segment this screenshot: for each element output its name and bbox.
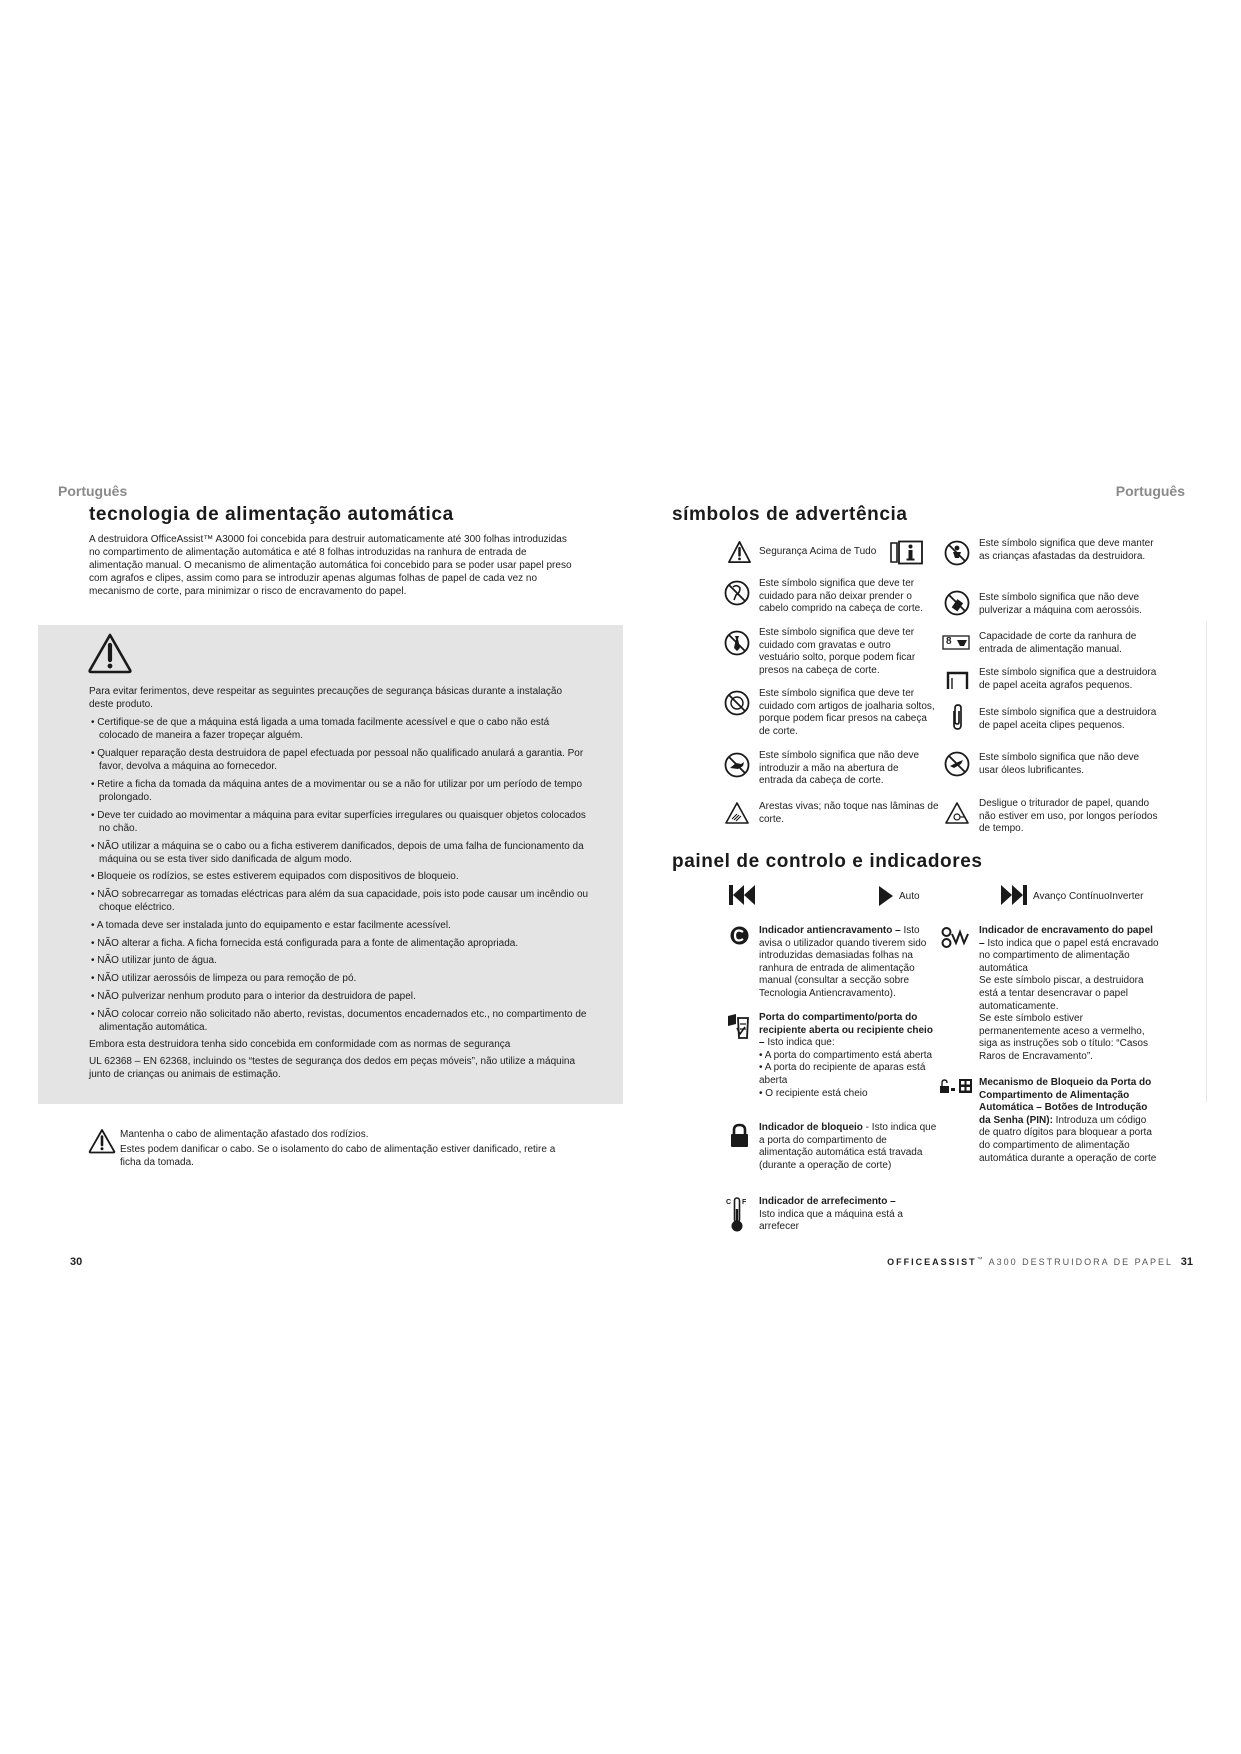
- caution-line-2: Estes podem danificar o cabo. Se o isolamento do cabo de alimentação estiver danificado, retire a ficha da tomada.: [120, 1143, 556, 1168]
- symbol-aerosol-warning: Este símbolo significa que não deve pulverizar a máquina com aerossóis.: [979, 592, 1142, 616]
- door-bin-title: Porta do compartimento/porta do recipiente aberta ou recipiente cheio –: [759, 1012, 933, 1049]
- lock-indicator: [759, 1122, 939, 1172]
- no-children-icon: [944, 540, 970, 566]
- pin-lock-icon: [939, 1078, 973, 1094]
- warning-triangle-icon: [727, 540, 752, 565]
- forward-icon: [1000, 884, 1028, 906]
- lock-text: - Isto indica que a porta do compartimento de alimentação automática está travada (durante a operação de corte): [759, 1122, 937, 1171]
- no-oil-icon: [944, 751, 970, 777]
- capacity-number: 8: [946, 636, 952, 647]
- anti-jam-text: Isto avisa o utilizador quando tiverem sido introduzidas demasiadas folhas na ranhura de entrada de alimentação manual (consultar a secção sobre Tecnologia Antiencravamento).: [759, 925, 927, 999]
- symbol-jewelry-warning: Este símbolo significa que deve ter cuidado com artigos de joalharia soltos, porque podem ficar presos na cabeça de corte.: [759, 688, 935, 737]
- cooling-title: Indicador de arrefecimento –: [759, 1196, 896, 1207]
- no-jewelry-icon: [724, 690, 750, 716]
- page-number-right: 31: [1180, 1256, 1193, 1268]
- pin-lock-title: Mecanismo de Bloqueio da Porta do Compartimento de Alimentação Automática – Botões de Introdução da Senha (PIN):: [979, 1077, 1152, 1126]
- cooling-text: Isto indica que a máquina está a arrefecer: [759, 1208, 903, 1233]
- pin-lock-indicator: [979, 1077, 1159, 1165]
- svg-text:F: F: [742, 1199, 747, 1206]
- power-cord-caution: [120, 1128, 560, 1171]
- warning-item: • NÃO utilizar a máquina se o cabo ou a ficha estiverem danificados, depois de uma falha de funcionamento da máquina ou se esta tiver sido danificada de algum modo.: [91, 840, 584, 865]
- warning-item: • NÃO sobrecarregar as tomadas eléctricas para além da sua capacidade, pois isto pode causar um incêndio ou choque eléctrico.: [91, 889, 589, 914]
- symbol-oil-warning: Este símbolo significa que não deve usar óleos lubrificantes.: [979, 752, 1140, 776]
- no-tie-icon: [724, 630, 750, 656]
- footer-brand: OFFICEASSIST: [887, 1257, 977, 1267]
- warning-item: • Qualquer reparação desta destruidora de papel efectuada por pessoal não qualificado anulará a garantia. Por favor, devolva a máquina ao fornecedor.: [91, 747, 584, 773]
- warning-triangle-icon: [87, 632, 133, 674]
- reverse-icon: [728, 884, 756, 906]
- warning-item: • Certifique-se de que a máquina está ligada a uma tomada facilmente acessível e que o cabo não está colocado de maneira a fazer tropeçar alguém.: [91, 716, 550, 742]
- auto-label: Auto: [899, 891, 920, 902]
- page-edge-line: [1206, 622, 1207, 1102]
- no-hand-icon: [724, 752, 750, 778]
- caution-triangle-icon: [88, 1128, 116, 1154]
- door-bin-indicator: [759, 1012, 939, 1100]
- door-bin-item: • O recipiente está cheio: [759, 1087, 868, 1099]
- warning-item: • NÃO utilizar aerossóis de limpeza ou para remoção de pó.: [91, 973, 357, 985]
- warning-item: • Deve ter cuidado ao movimentar a máquina para evitar superfícies irregulares ou quaisquer objetos colocados no chão.: [91, 809, 586, 834]
- anti-jam-indicator: [759, 925, 939, 1001]
- thermometer-icon: [726, 1197, 748, 1233]
- door-bin-text: Isto indica que:: [764, 1037, 835, 1049]
- unplug-icon: [944, 801, 970, 825]
- warning-item: • NÃO utilizar junto de água.: [91, 955, 217, 967]
- anti-jam-title: Indicador antiencravamento –: [759, 925, 901, 936]
- symbol-clips-accepted: Este símbolo significa que a destruidora de papel aceita clipes pequenos.: [979, 707, 1157, 731]
- section-title-auto-feed: tecnologia de alimentação automática: [89, 504, 454, 525]
- manual-capacity-icon: [942, 635, 970, 650]
- page-number-left: 30: [70, 1256, 83, 1268]
- paper-jam-text-flashing: Se este símbolo piscar, a destruidora está a tentar desencravar o papel automaticamente.: [979, 975, 1144, 1012]
- warnings-intro: Para evitar ferimentos, deve respeitar as seguintes precauções de segurança básicas durante a instalação deste produto.: [89, 686, 563, 711]
- symbol-hair-warning: Este símbolo significa que deve ter cuidado para não deixar prender o cabelo comprido na cabeça de corte.: [759, 578, 923, 615]
- door-bin-item: • A porta do recipiente de aparas está aberta: [759, 1062, 926, 1086]
- footer-tm: ™: [976, 1257, 985, 1263]
- staple-icon: [945, 669, 970, 691]
- paper-jam-text: Isto indica que o papel está encravado no compartimento de alimentação automática: [979, 937, 1159, 974]
- symbol-blades-warning: Arestas vivas; não toque nas lâminas de corte.: [759, 801, 939, 825]
- pin-lock-text: Introduza um código de quatro dígitos para bloquear a porta do compartimento de alimentação automática durante a operação de corte: [979, 1114, 1157, 1164]
- auto-play-icon: [878, 885, 894, 907]
- symbol-staples-accepted: Este símbolo significa que a destruidora de papel aceita agrafos pequenos.: [979, 667, 1157, 691]
- paper-jam-title: Indicador de encravamento do papel –: [979, 925, 1153, 949]
- warning-item: • Bloqueie os rodízios, se estes estiverem equipados com dispositivos de bloqueio.: [91, 871, 459, 883]
- paper-jam-indicator: [979, 925, 1159, 1064]
- door-open-bin-full-icon: [726, 1012, 752, 1040]
- symbol-manual-capacity: Capacidade de corte da ranhura de entrada de alimentação manual.: [979, 631, 1137, 655]
- anti-jam-icon: [730, 926, 749, 945]
- conformity-line-1: Embora esta destruidora tenha sido concebida em conformidade com as normas de segurança: [89, 1039, 511, 1051]
- section-title-control-panel: painel de controlo e indicadores: [672, 851, 983, 872]
- warning-item: • NÃO colocar correio não solicitado não aberto, revistas, documentos encadernados etc., no compartimento de alimentação automática.: [91, 1008, 587, 1033]
- lock-title: Indicador de bloqueio: [759, 1122, 863, 1133]
- no-long-hair-icon: [724, 580, 750, 606]
- lock-icon: [730, 1123, 749, 1148]
- caution-line-1: Mantenha o cabo de alimentação afastado dos rodízios.: [120, 1129, 369, 1140]
- intro-paragraph: A destruidora OfficeAssist™ A3000 foi concebida para destruir automaticamente até 300 folhas introduzidas no compartimento de alimentação automática e até 8 folhas introduzidas na ranhura de entrada de alimentação manual. O mecanismo de alimentação automática foi concebido para se poder usar papel preso com agrafos e clipes, assim como para se introduzir apenas algumas folhas de papel de cada vez no mecanismo de corte, para minimizar o risco de encravamento do papel.: [89, 534, 572, 597]
- svg-text:C: C: [726, 1199, 732, 1206]
- cooling-indicator: [759, 1196, 929, 1234]
- forward-label: Avanço ContínuoInverter: [1033, 891, 1144, 902]
- no-aerosol-icon: [944, 590, 970, 616]
- symbol-tie-warning: Este símbolo significa que deve ter cuidado com gravatas e outro vestuário solto, porque podem ficar presos na cabeça de corte.: [759, 627, 916, 676]
- warning-item: • NÃO pulverizar nenhum produto para o interior da destruidora de papel.: [91, 990, 416, 1002]
- symbol-hand-warning: Este símbolo significa que não deve introduzir a mão na abertura de entrada da cabeça de corte.: [759, 750, 920, 787]
- warning-item: • A tomada deve ser instalada junto do equipamento e estar facilmente acessível.: [91, 920, 451, 932]
- paper-jam-text-steady: Se este símbolo estiver permanentemente aceso a vermelho, siga as instruções sob o título: “Casos Raros de Encravamento”.: [979, 1013, 1148, 1062]
- section-title-warning-symbols: símbolos de advertência: [672, 504, 908, 525]
- footer-model: A300 DESTRUIDORA DE PAPEL: [984, 1257, 1173, 1267]
- manual-info-icon: [889, 540, 924, 565]
- symbol-unplug: Desligue o triturador de papel, quando não estiver em uso, por longos períodos de tempo.: [979, 798, 1158, 835]
- safety-warnings: [89, 685, 589, 1086]
- symbol-safety-first: Segurança Acima de Tudo: [759, 546, 877, 557]
- door-bin-item: • A porta do compartimento está aberta: [759, 1049, 933, 1061]
- warning-item: • NÃO alterar a ficha. A ficha fornecida está configurada para a fonte de alimentação apropriada.: [91, 937, 519, 949]
- footer-product: [887, 1257, 1173, 1267]
- language-label-left: Português: [58, 483, 128, 499]
- language-label-right: Português: [1115, 483, 1185, 499]
- paper-jam-icon: [941, 926, 971, 950]
- sharp-blades-icon: [724, 801, 750, 825]
- paper-clip-icon: [948, 703, 966, 731]
- warning-item: • Retire a ficha da tomada da máquina antes de a movimentar ou se a não for utilizar por um período de tempo prolongado.: [91, 778, 583, 803]
- conformity-line-2: UL 62368 – EN 62368, incluindo os “testes de segurança dos dedos em peças móveis”, não utilize a máquina junto de crianças ou animais de estimação.: [89, 1055, 576, 1080]
- symbol-children-warning: Este símbolo significa que deve manter as crianças afastadas da destruidora.: [979, 538, 1154, 562]
